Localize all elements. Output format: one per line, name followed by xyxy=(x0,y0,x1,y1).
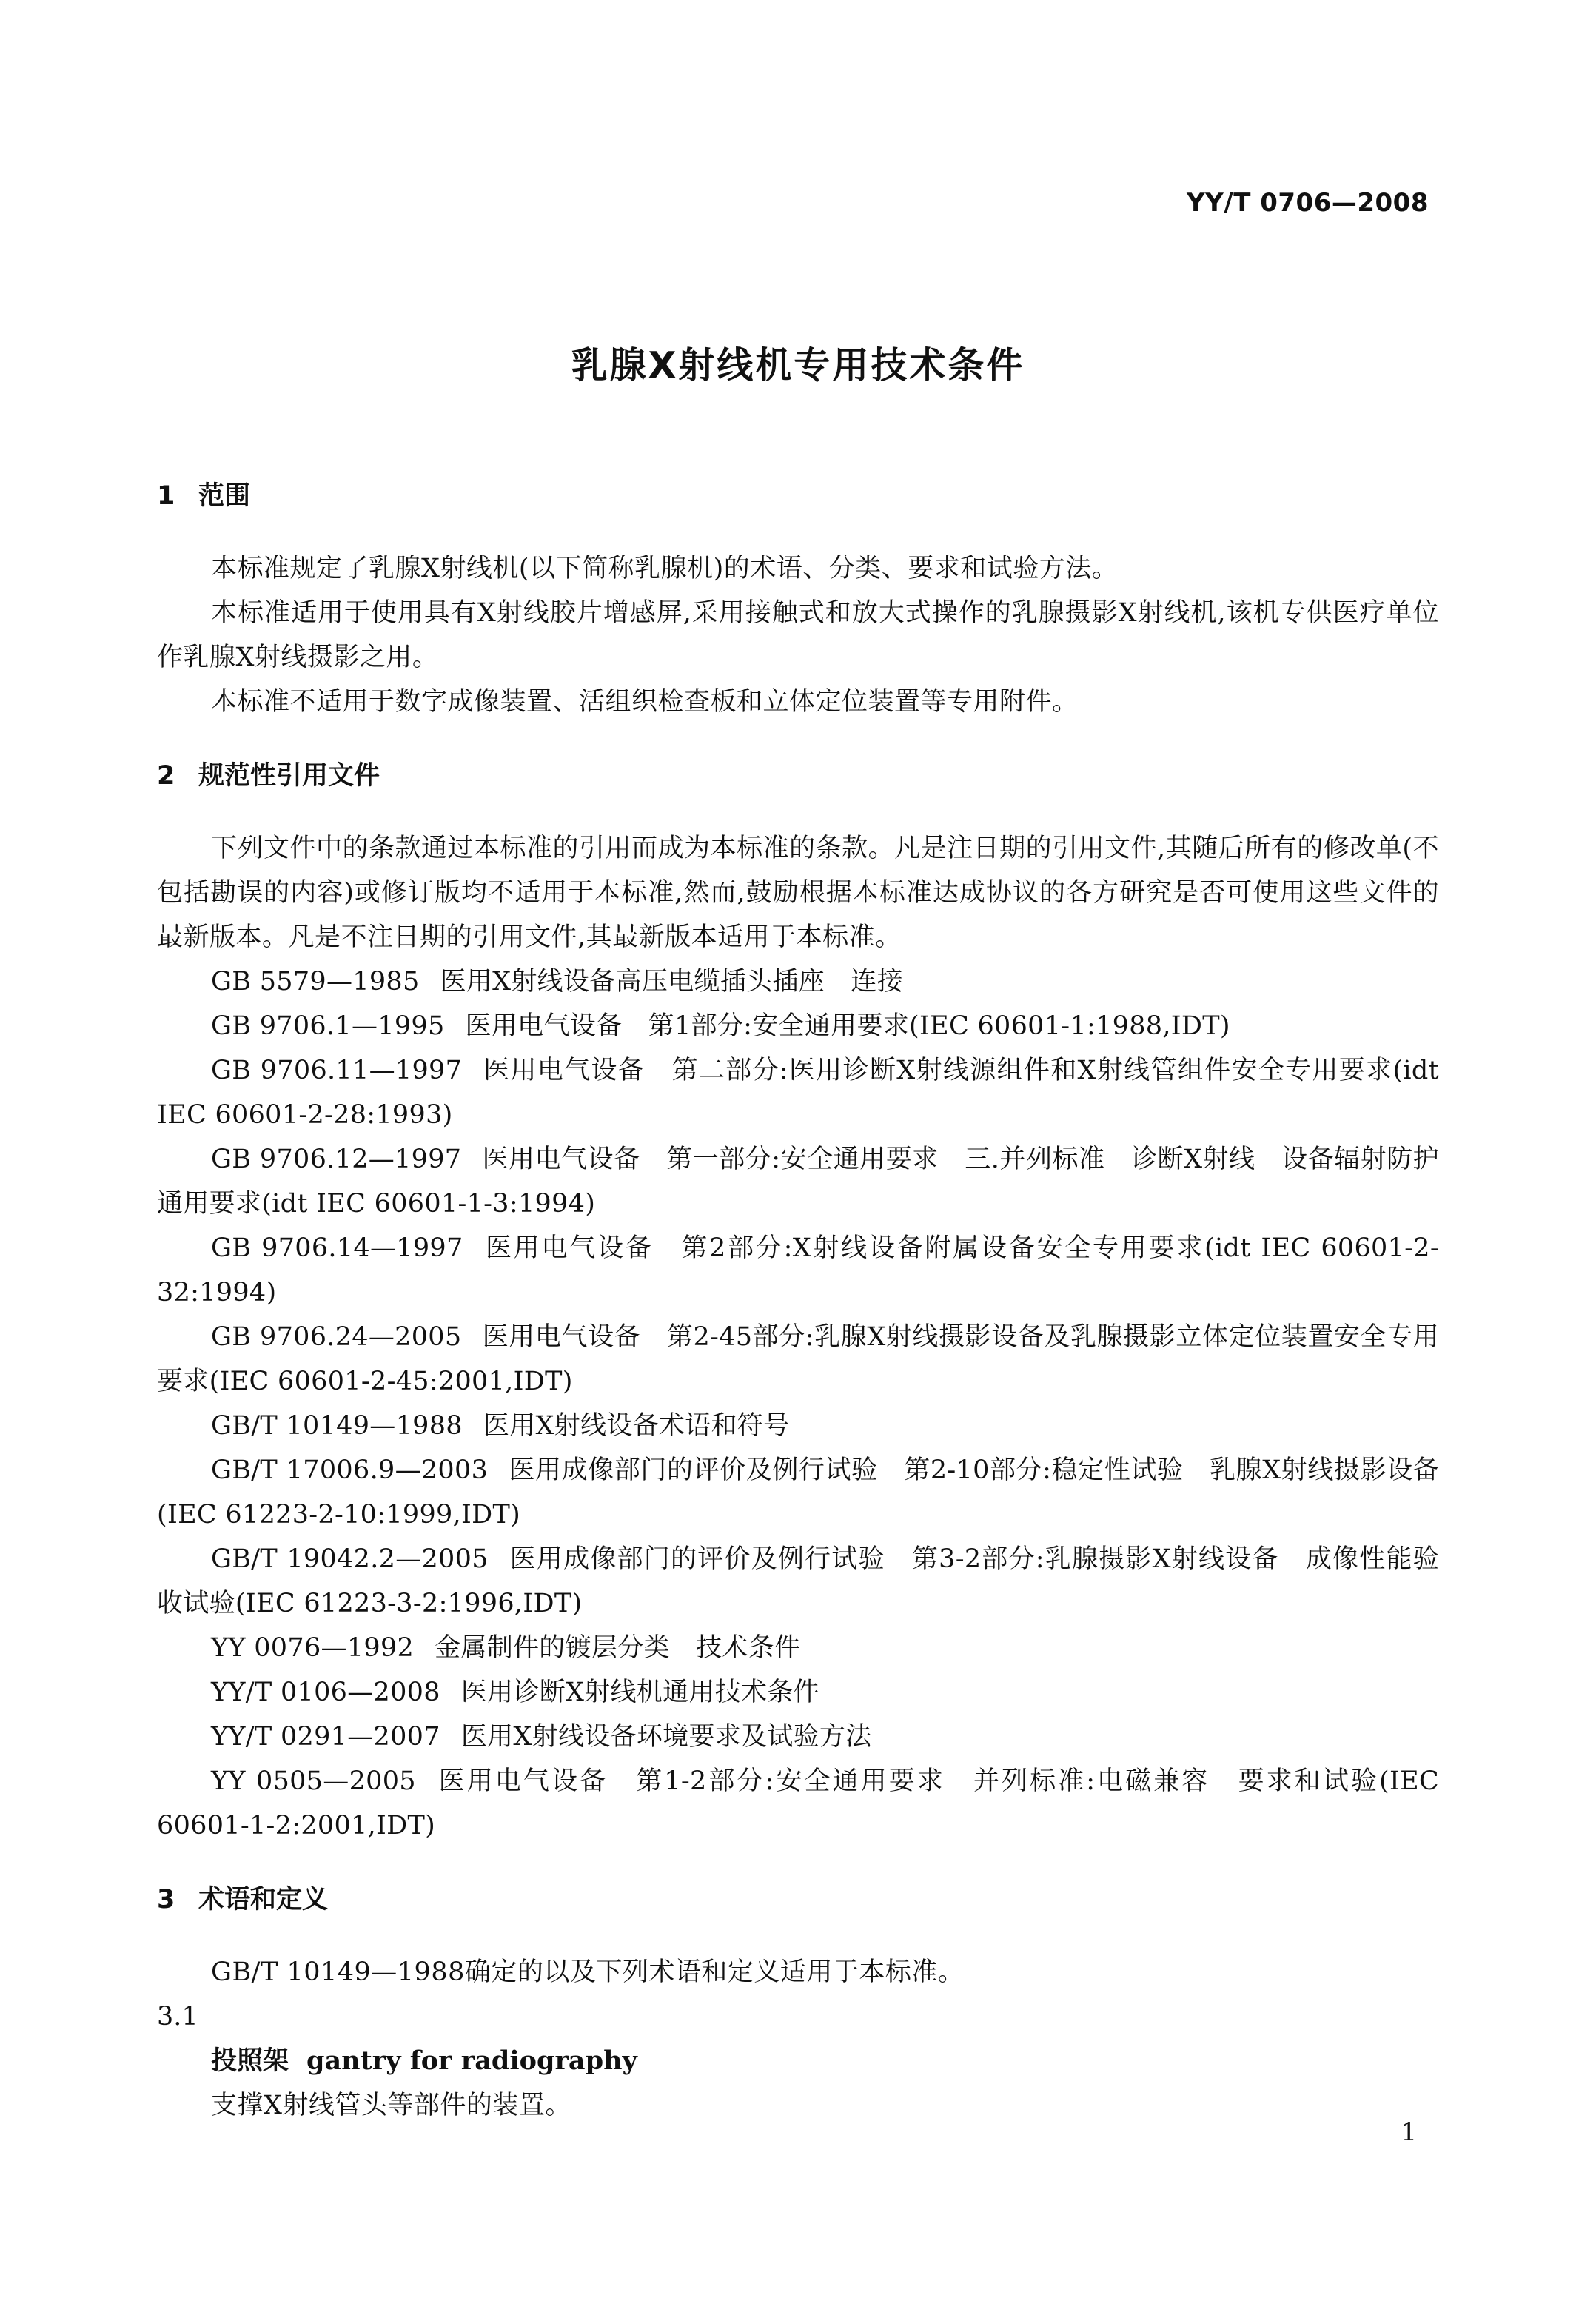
reference-code: YY/T 0291—2007 xyxy=(211,1722,440,1752)
reference-title: 医用电气设备 第1部分:安全通用要求(IEC 60601-1:1988,IDT) xyxy=(465,1011,1230,1041)
section-number: 1 xyxy=(157,481,175,511)
page-number: 1 xyxy=(1401,2117,1417,2147)
term-entry xyxy=(157,2039,1439,2083)
reference-title: 医用X射线设备环境要求及试验方法 xyxy=(460,1722,872,1752)
term-english: gantry for radiography xyxy=(306,2046,637,2076)
reference-item xyxy=(157,1759,1439,1848)
reference-item xyxy=(157,1048,1439,1137)
reference-item xyxy=(157,1226,1439,1315)
reference-title: 医用电气设备 第1-2部分:安全通用要求 并列标准:电磁兼容 要求和试验(IEC 60601-1-2:2001,IDT) xyxy=(157,1766,1439,1840)
reference-item xyxy=(157,1448,1439,1537)
clause-number: 3.1 xyxy=(157,2002,198,2031)
section-number: 3 xyxy=(157,1885,175,1915)
reference-item xyxy=(157,1715,1439,1759)
reference-code: GB/T 19042.2—2005 xyxy=(211,1544,489,1574)
reference-code: YY/T 0106—2008 xyxy=(211,1678,440,1707)
reference-item xyxy=(157,1626,1439,1670)
reference-code: GB 9706.1—1995 xyxy=(211,1011,445,1041)
reference-title: 医用成像部门的评价及例行试验 第3-2部分:乳腺摄影X射线设备 成像性能验收试验(IEC 61223-3-2:1996,IDT) xyxy=(157,1544,1439,1618)
reference-code: GB 5579—1985 xyxy=(211,967,420,996)
reference-item xyxy=(157,1670,1439,1715)
reference-title: 医用成像部门的评价及例行试验 第2-10部分:稳定性试验 乳腺X射线摄影设备(IEC 61223-2-10:1999,IDT) xyxy=(157,1455,1439,1530)
reference-code: GB/T 17006.9—2003 xyxy=(211,1455,489,1485)
document-title: 乳腺X射线机专用技术条件 xyxy=(571,344,1025,386)
reference-code: GB 9706.11—1997 xyxy=(211,1056,463,1085)
section-2-heading xyxy=(157,754,1439,798)
document-body xyxy=(157,474,1439,2128)
reference-title: 医用X射线设备高压电缆插头插座 连接 xyxy=(440,967,903,996)
reference-title: 医用电气设备 第一部分:安全通用要求 三.并列标准 诊断X射线 设备辐射防护通用要求(idt IEC 60601-1-3:1994) xyxy=(157,1145,1439,1219)
paragraph: 下列文件中的条款通过本标准的引用而成为本标准的条款。凡是注日期的引用文件,其随后所有的修改单(不包括勘误的内容)或修订版均不适用于本标准,然而,鼓励根据本标准达成协议的各方研究是否可使用这些文件的最新版本。凡是不注日期的引用文件,其最新版本适用于本标准。 xyxy=(157,834,1439,952)
paragraph: 本标准不适用于数字成像装置、活组织检查板和立体定位装置等专用附件。 xyxy=(211,687,1079,717)
reference-code: GB 9706.14—1997 xyxy=(211,1233,463,1263)
reference-code: GB 9706.12—1997 xyxy=(211,1145,462,1174)
reference-code: YY 0076—1992 xyxy=(211,1633,415,1663)
standard-code: YY/T 0706—2008 xyxy=(1187,188,1429,218)
section-title: 规范性引用文件 xyxy=(198,761,380,791)
section-3-heading xyxy=(157,1877,1439,1922)
reference-item xyxy=(157,959,1439,1004)
paragraph: 本标准适用于使用具有X射线胶片增感屏,采用接触式和放大式操作的乳腺摄影X射线机,该机专供医疗单位作乳腺X射线摄影之用。 xyxy=(157,598,1439,672)
reference-item xyxy=(157,1537,1439,1626)
reference-title: 医用诊断X射线机通用技术条件 xyxy=(460,1678,819,1707)
reference-title: 医用电气设备 第2-45部分:乳腺X射线摄影设备及乳腺摄影立体定位装置安全专用要求(IEC 60601-2-45:2001,IDT) xyxy=(157,1322,1439,1396)
reference-item xyxy=(157,1137,1439,1226)
section-1-heading xyxy=(157,474,1439,518)
section-title: 术语和定义 xyxy=(198,1885,329,1915)
reference-title: 金属制件的镀层分类 技术条件 xyxy=(435,1633,801,1663)
paragraph: 本标准规定了乳腺X射线机(以下简称乳腺机)的术语、分类、要求和试验方法。 xyxy=(211,554,1119,583)
term-definition: 支撑X射线管头等部件的装置。 xyxy=(211,2091,571,2120)
reference-item xyxy=(157,1315,1439,1404)
reference-code: GB 9706.24—2005 xyxy=(211,1322,462,1352)
reference-title: 医用电气设备 第二部分:医用诊断X射线源组件和X射线管组件安全专用要求(idt IEC 60601-2-28:1993) xyxy=(157,1056,1439,1130)
reference-title: 医用电气设备 第2部分:X射线设备附属设备安全专用要求(idt IEC 60601-2-32:1994) xyxy=(157,1233,1439,1307)
reference-code: YY 0505—2005 xyxy=(211,1766,416,1796)
reference-item xyxy=(157,1404,1439,1448)
reference-code: GB/T 10149—1988 xyxy=(211,1411,463,1441)
section-number: 2 xyxy=(157,761,175,791)
reference-title: 医用X射线设备术语和符号 xyxy=(483,1411,790,1441)
term-chinese: 投照架 xyxy=(211,2046,289,2076)
section-title: 范围 xyxy=(198,481,251,511)
reference-item xyxy=(157,1004,1439,1048)
paragraph: GB/T 10149—1988确定的以及下列术语和定义适用于本标准。 xyxy=(211,1957,965,1987)
